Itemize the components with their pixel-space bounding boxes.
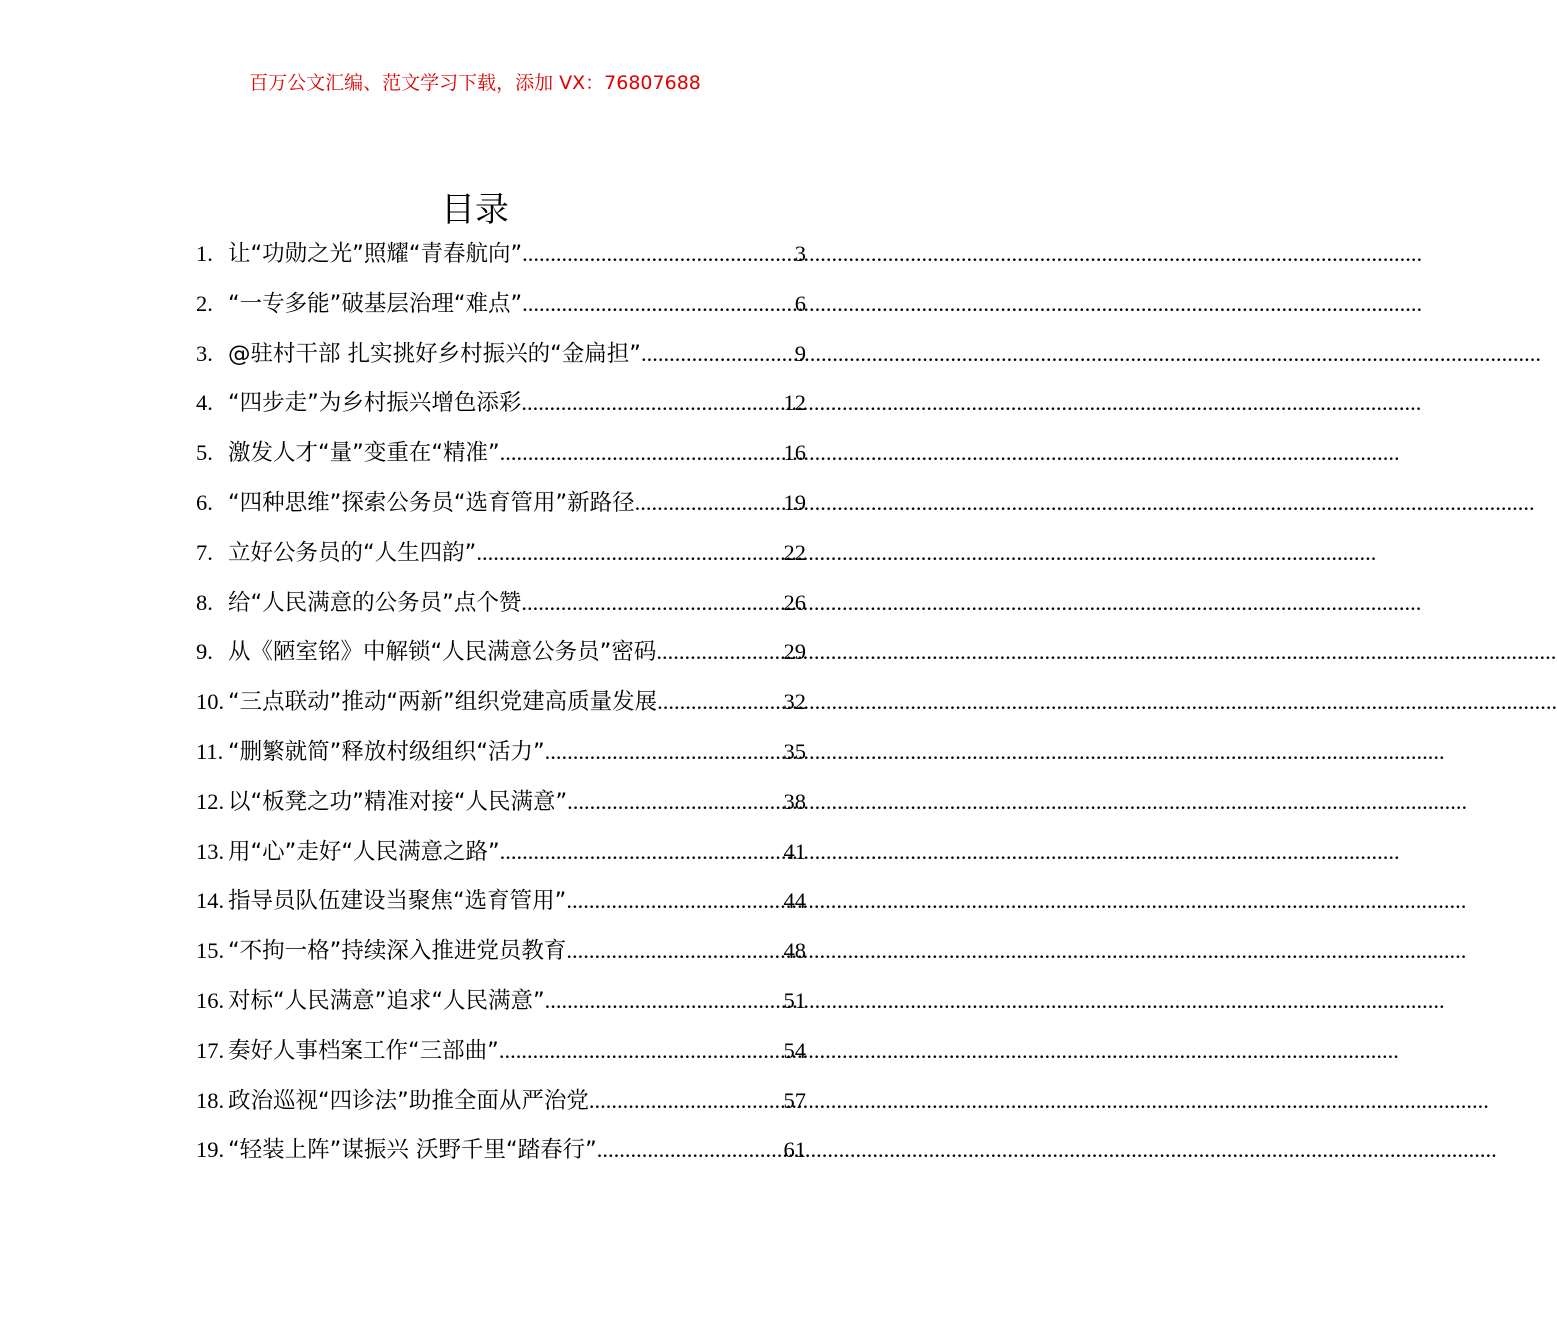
toc-item-title: 立好公务员的“人生四韵” — [228, 539, 477, 566]
toc-item[interactable] — [196, 784, 806, 834]
toc-item[interactable] — [196, 734, 806, 784]
toc-item-title: 对标“人民满意”追求“人民满意” — [228, 987, 545, 1014]
toc-item-page: 61 — [783, 1137, 806, 1163]
toc-item-title: 指导员队伍建设当聚焦“选育管用” — [228, 888, 567, 915]
toc-item-number: 1. — [196, 241, 213, 266]
toc-dot-leader — [545, 983, 784, 1019]
toc-item-title: “一专多能”破基层治理“难点” — [228, 290, 523, 317]
toc-item-title: 激发人才“量”变重在“精准” — [228, 440, 500, 467]
toc-item-title: “删繁就简”释放村级组织“活力” — [228, 738, 545, 765]
toc-item-number: 7. — [196, 539, 213, 565]
toc-item-page: 35 — [783, 738, 806, 764]
toc-item-page: 22 — [783, 539, 806, 565]
toc-item-title: “四步走”为乡村振兴增色添彩 — [228, 390, 522, 417]
toc-item[interactable] — [196, 1132, 806, 1182]
toc-item[interactable] — [196, 634, 806, 684]
toc-item-title: 奏好人事档案工作“三部曲” — [228, 1037, 499, 1064]
toc-dot-leader — [567, 784, 783, 820]
toc-title: 目录 — [441, 190, 509, 230]
toc-item[interactable] — [196, 933, 806, 983]
toc-item-number: 15. — [196, 938, 225, 964]
toc-item-page: 12 — [783, 390, 806, 416]
toc-item-number: 9. — [196, 639, 213, 665]
toc-item[interactable] — [196, 883, 806, 933]
toc-item-number: 3. — [196, 340, 213, 366]
toc-item-number: 4. — [196, 390, 213, 416]
toc-item[interactable] — [196, 236, 806, 286]
toc-dot-leader — [566, 933, 783, 969]
toc-item[interactable] — [196, 1033, 806, 1083]
toc-dot-leader — [641, 336, 795, 372]
toc-item-page: 6 — [794, 290, 806, 316]
toc-item-page: 38 — [783, 788, 806, 814]
toc-item[interactable] — [196, 336, 806, 386]
header-note: 百万公文汇编、范文学习下载，添加 VX：76807688 — [249, 72, 701, 94]
toc-item-title: 用“心”走好“人民满意之路” — [228, 838, 500, 865]
toc-item[interactable] — [196, 834, 806, 884]
toc-item-title: 政治巡视“四诊法”助推全面从严治党 — [228, 1087, 589, 1114]
toc-item-title: 给“人民满意的公务员”点个赞 — [228, 589, 522, 616]
toc-item[interactable] — [196, 385, 806, 435]
toc-dot-leader — [500, 435, 784, 471]
toc-item-title: 以“板凳之功”精准对接“人民满意” — [228, 788, 568, 815]
toc-dot-leader — [589, 1083, 784, 1119]
toc-item[interactable] — [196, 286, 806, 336]
toc-item[interactable] — [196, 585, 806, 635]
toc-dot-leader — [656, 634, 783, 670]
toc-dot-leader — [597, 1132, 784, 1168]
toc-item-page: 54 — [783, 1037, 806, 1063]
toc-item-number: 5. — [196, 440, 213, 466]
toc-item-number: 10. — [196, 689, 225, 715]
toc-item-page: 32 — [783, 689, 806, 715]
toc-item-number: 2. — [196, 290, 213, 316]
toc-item-number: 12. — [196, 788, 225, 814]
toc-item-page: 29 — [783, 639, 806, 665]
toc-item-page: 41 — [783, 838, 806, 864]
toc-item-page: 3 — [794, 241, 806, 266]
toc-item[interactable] — [196, 983, 806, 1033]
toc-dot-leader — [657, 684, 783, 720]
toc-item[interactable] — [196, 435, 806, 485]
toc-item[interactable] — [196, 684, 806, 734]
toc-dot-leader — [521, 585, 783, 621]
toc-item-page: 16 — [783, 440, 806, 466]
toc-dot-leader — [476, 535, 783, 571]
toc-list — [196, 236, 806, 1182]
toc-item-number: 13. — [196, 838, 225, 864]
toc-item-number: 19. — [196, 1137, 225, 1163]
toc-item-page: 44 — [783, 888, 806, 914]
toc-dot-leader — [522, 286, 795, 322]
toc-item-page: 57 — [783, 1087, 806, 1113]
toc-item-title: “三点联动”推动“两新”组织党建高质量发展 — [228, 689, 658, 716]
toc-item[interactable] — [196, 1083, 806, 1133]
toc-dot-leader — [566, 883, 783, 919]
toc-item-title: “不拘一格”持续深入推进党员教育 — [228, 938, 567, 965]
toc-item[interactable] — [196, 535, 806, 585]
toc-item-number: 6. — [196, 489, 213, 515]
toc-dot-leader — [635, 485, 784, 521]
toc-item-number: 14. — [196, 888, 225, 914]
toc-item[interactable] — [196, 485, 806, 535]
toc-item-number: 8. — [196, 589, 213, 615]
toc-dot-leader — [521, 385, 783, 421]
toc-item-title: 从《陋室铭》中解锁“人民满意公务员”密码 — [228, 639, 657, 666]
toc-item-page: 26 — [783, 589, 806, 615]
toc-dot-leader — [499, 1033, 784, 1069]
toc-item-title: @驻村干部 扎实挑好乡村振兴的“金扁担” — [228, 340, 641, 367]
toc-dot-leader — [500, 834, 784, 870]
toc-dot-leader — [522, 236, 795, 272]
toc-item-title: “四种思维”探索公务员“选育管用”新路径 — [228, 489, 635, 516]
toc-item-page: 9 — [794, 340, 806, 366]
toc-item-page: 51 — [783, 987, 806, 1013]
toc-item-number: 16. — [196, 987, 225, 1013]
toc-item-title: “轻装上阵”谋振兴 沃野千里“踏春行” — [228, 1137, 597, 1164]
toc-item-page: 19 — [783, 489, 806, 515]
toc-item-number: 11. — [196, 738, 224, 764]
toc-item-number: 17. — [196, 1037, 225, 1063]
toc-item-page: 48 — [783, 938, 806, 964]
toc-item-number: 18. — [196, 1087, 225, 1113]
toc-dot-leader — [545, 734, 784, 770]
toc-item-title: 让“功勋之光”照耀“青春航向” — [228, 241, 523, 267]
